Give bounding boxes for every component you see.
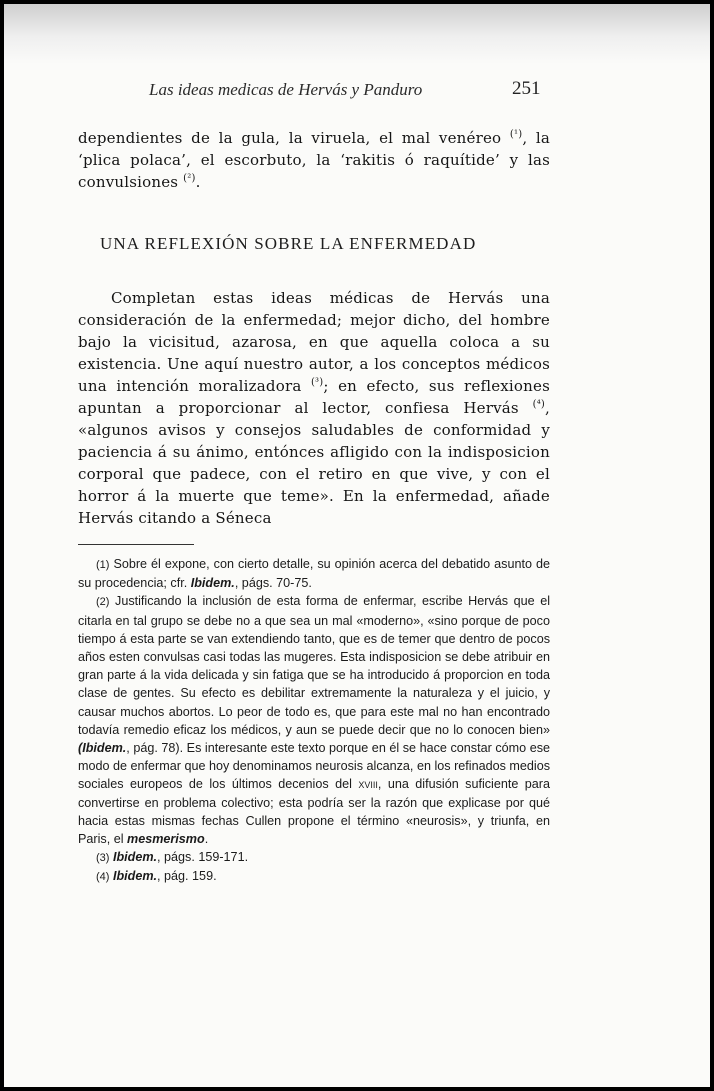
footnote-divider — [78, 544, 194, 545]
footnotes — [78, 555, 550, 887]
footnote-end: , págs. 159-171. — [157, 850, 249, 865]
page-number: 251 — [512, 78, 541, 99]
footnote-ref-1[interactable]: (¹) — [509, 129, 523, 140]
footnote-ref-2[interactable]: (²) — [183, 173, 196, 184]
footnote-text-3: , una difusión suficiente para convertirse en problema colectivo; esta podría ser la razón que explicase por qué hacia estas mismas fechas Cullen propone el término «neurosis», y triunfa, en Paris, el — [78, 777, 551, 847]
footnote-text: Justificando la inclusión de esta forma de enfermar, escribe Hervás que el citarla en tal grupo se debe no a que sea un mal «moderno», «sino porque de poco tiempo á esta parte se van extendiendo tanto, que es de temer que dentro de pocos años esten convulsas casi todas las mugeres. Esta indisposicion se debe atribuir en gran parte á la vida delicada y sin fatiga que se ha introducido á proporcion en toda clase de gentes. Su efecto es debilitar extremamente la naturaleza y el juicio, y causar muchos abortos. Lo peor de todo es, que para este mal no han encontrado todavía remedio eficaz los médicos, y aun se puede decir que no lo conocen bien» — [78, 594, 550, 737]
century-numeral: xviii — [358, 777, 378, 792]
footnote-text-2: , pág. 78). Es interesante este texto porque en él se hace constar cómo ese modo de enfermar que hoy denominamos neurosis alcanza, en los refinados medios sociales europeos de los últimos decenios del — [78, 741, 550, 792]
footnote-end: . — [204, 832, 209, 847]
footnote-ref-4[interactable]: (⁴) — [532, 399, 546, 410]
footnote-end: , págs. 70-75. — [234, 576, 312, 591]
footnote-4 — [78, 867, 550, 886]
paragraph-part-1: Completan estas ideas médicas de Hervás una consideración de la enfermedad; mejor dicho, del hombre bajo la vicisitud, azarosa, en que aquella coloca a su existencia. Une aquí nuestro autor, a los conceptos médicos una intención moralizadora — [78, 289, 550, 395]
intro-paragraph — [78, 127, 550, 193]
intro-text-2: , la ‘plica polaca’, el escorbuto, la ‘rakitis ó raquítide’ y las convulsiones — [78, 129, 551, 191]
section-heading: UNA REFLEXIÓN SOBRE LA ENFERMEDAD — [100, 234, 477, 253]
footnote-citation: Ibidem. — [112, 869, 158, 884]
footnote-1 — [78, 555, 550, 592]
footnote-text: Sobre él expone, con cierto detalle, su opinión acerca del debatido asunto de su procedencia; cfr. — [78, 557, 550, 591]
intro-text-3: . — [195, 173, 201, 191]
footnote-number: (3) — [96, 852, 110, 865]
main-paragraph — [78, 287, 550, 529]
intro-text: dependientes de la gula, la viruela, el mal venéreo — [78, 129, 502, 147]
running-title: Las ideas medicas de Hervás y Panduro — [149, 80, 423, 99]
footnote-term: mesmerismo — [127, 832, 205, 847]
footnote-citation: Ibidem. — [112, 850, 158, 865]
footnote-number: (2) — [96, 596, 110, 609]
footnote-citation: (Ibidem. — [78, 741, 127, 756]
footnote-end: , pág. 159. — [157, 869, 217, 884]
footnote-number: (1) — [96, 559, 110, 571]
footnote-ref-3[interactable]: (³) — [310, 377, 324, 388]
footnote-3 — [78, 848, 550, 867]
paragraph-part-2: ; en efecto, sus reflexiones apuntan a proporcionar al lector, confiesa Hervás — [78, 377, 550, 417]
footnote-citation: Ibidem. — [190, 576, 235, 591]
footnote-2 — [78, 592, 550, 848]
paragraph-part-3: , «algunos avisos y consejos saludables de conformidad y paciencia á su ánimo, entónces afligido con la indisposicion corporal que padece, con el retiro en que vive, y con el horror á la muerte que teme». En la enfermedad, añade Hervás citando a Séneca — [78, 399, 551, 527]
footnote-number: (4) — [96, 871, 110, 884]
